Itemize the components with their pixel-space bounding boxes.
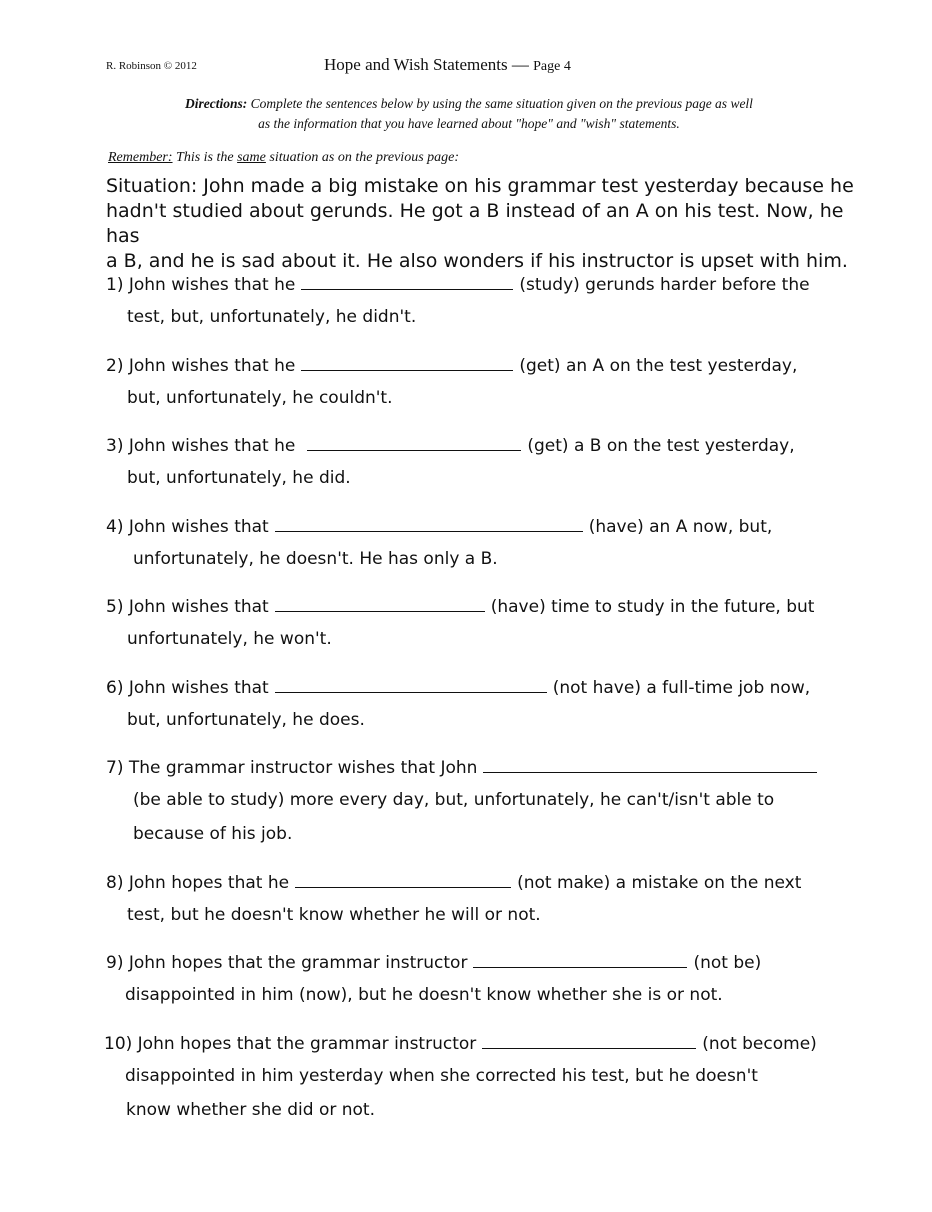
question-4: [106, 515, 772, 537]
question-5: [106, 595, 814, 617]
remember-note: [108, 150, 459, 166]
question-4-continuation: unfortunately, he doesn't. He has only a B.: [133, 549, 498, 569]
question-6-hint: (not have) a full-time job now,: [552, 678, 811, 698]
answer-blank-8[interactable]: [295, 871, 511, 888]
question-1: [106, 273, 810, 295]
question-10-continuation-1: disappointed in him yesterday when she corrected his test, but he doesn't: [125, 1066, 758, 1086]
title-text: Hope and Wish Statements —: [324, 55, 529, 74]
remember-text-a: This is the: [176, 150, 234, 165]
question-1-continuation: test, but, unfortunately, he didn't.: [127, 307, 417, 327]
answer-blank-2[interactable]: [301, 354, 513, 371]
question-5-continuation: unfortunately, he won't.: [127, 629, 332, 649]
author-copyright: R. Robinson © 2012: [106, 60, 197, 72]
question-3-continuation: but, unfortunately, he did.: [127, 468, 351, 488]
answer-blank-10[interactable]: [482, 1032, 696, 1049]
situation-line1: Situation: John made a big mistake on his grammar test yesterday because he: [106, 175, 854, 197]
question-8-continuation: test, but he doesn't know whether he will or not.: [127, 905, 541, 925]
answer-blank-1[interactable]: [301, 273, 513, 290]
question-7-continuation-1: (be able to study) more every day, but, unfortunately, he can't/isn't able to: [133, 790, 775, 810]
question-2-hint: (get) an A on the test yesterday,: [519, 356, 798, 376]
question-9: [106, 951, 761, 973]
answer-blank-5[interactable]: [275, 595, 485, 612]
question-5-prompt: 5) John wishes that: [106, 597, 269, 617]
answer-blank-7[interactable]: [483, 756, 817, 773]
directions-line1: Complete the sentences below by using the same situation given on the previous page as well: [250, 96, 753, 111]
answer-blank-4[interactable]: [275, 515, 583, 532]
page-title: [324, 55, 571, 75]
answer-blank-3[interactable]: [307, 434, 521, 451]
question-3-hint: (get) a B on the test yesterday,: [527, 436, 795, 456]
question-8-hint: (not make) a mistake on the next: [517, 873, 802, 893]
directions: [106, 94, 832, 134]
question-1-prompt: 1) John wishes that he: [106, 275, 296, 295]
question-4-hint: (have) an A now, but,: [588, 517, 773, 537]
situation-line3: a B, and he is sad about it. He also wonders if his instructor is upset with him.: [106, 250, 848, 272]
remember-text-b: situation as on the previous page:: [269, 150, 460, 165]
situation-paragraph: [106, 174, 876, 274]
directions-line2: as the information that you have learned about "hope" and "wish" statements.: [258, 116, 680, 131]
question-4-prompt: 4) John wishes that: [106, 517, 269, 537]
question-7-prompt: 7) The grammar instructor wishes that John: [106, 758, 478, 778]
question-5-hint: (have) time to study in the future, but: [490, 597, 815, 617]
question-6: [106, 676, 810, 698]
question-10-hint: (not become): [702, 1034, 817, 1054]
question-9-prompt: 9) John hopes that the grammar instructor: [106, 953, 468, 973]
question-7-continuation-2: because of his job.: [133, 824, 293, 844]
question-9-hint: (not be): [693, 953, 762, 973]
question-2: [106, 354, 797, 376]
answer-blank-6[interactable]: [275, 676, 547, 693]
question-2-prompt: 2) John wishes that he: [106, 356, 296, 376]
question-8: [106, 871, 801, 893]
question-3: [106, 434, 795, 456]
question-10-continuation-2: know whether she did or not.: [126, 1100, 375, 1120]
remember-label: Remember:: [108, 150, 173, 165]
question-10-prompt: 10) John hopes that the grammar instructor: [104, 1034, 477, 1054]
question-7: [106, 756, 823, 778]
question-6-continuation: but, unfortunately, he does.: [127, 710, 365, 730]
answer-blank-9[interactable]: [473, 951, 687, 968]
question-2-continuation: but, unfortunately, he couldn't.: [127, 388, 393, 408]
remember-same: same: [237, 150, 266, 165]
question-8-prompt: 8) John hopes that he: [106, 873, 290, 893]
directions-label: Directions:: [185, 96, 248, 111]
situation-line2: hadn't studied about gerunds. He got a B instead of an A on his test. Now, he has: [106, 200, 844, 247]
question-1-hint: (study) gerunds harder before the: [519, 275, 810, 295]
question-9-continuation: disappointed in him (now), but he doesn't know whether she is or not.: [125, 985, 723, 1005]
question-10: [104, 1032, 817, 1054]
question-3-prompt: 3) John wishes that he: [106, 436, 296, 456]
question-6-prompt: 6) John wishes that: [106, 678, 269, 698]
page-number: Page 4: [533, 59, 571, 74]
